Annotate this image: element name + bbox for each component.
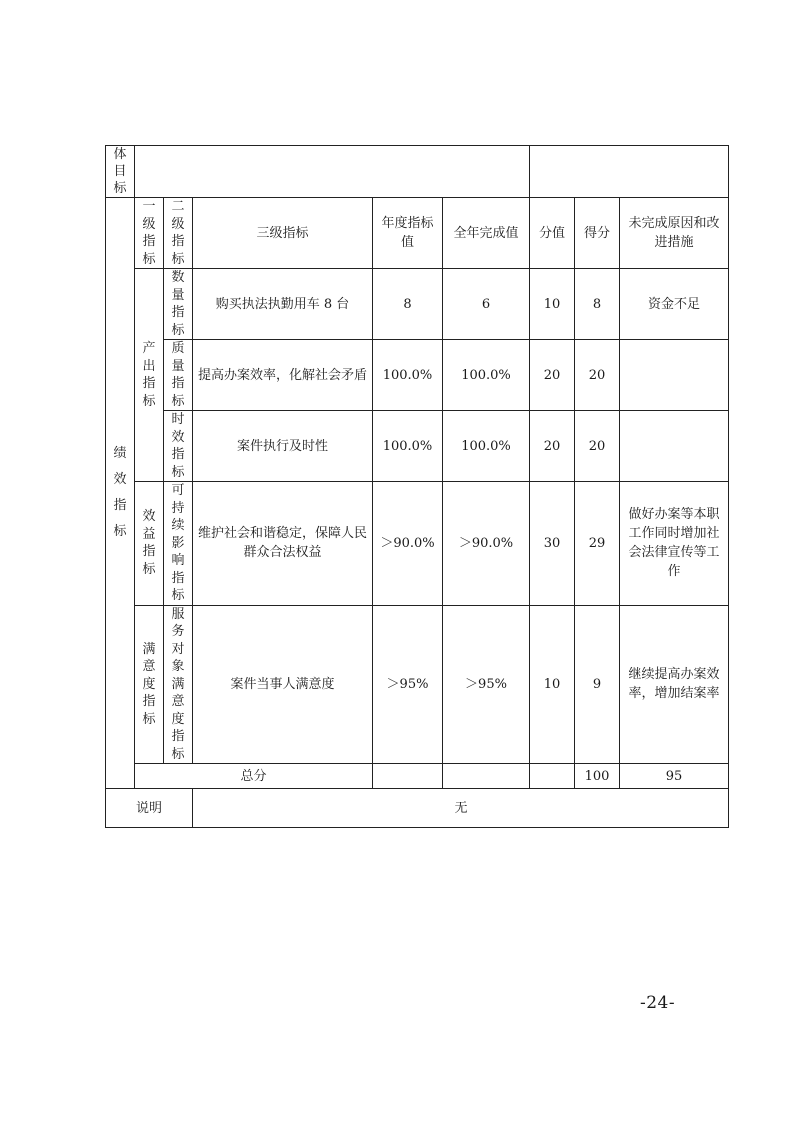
score-cell: 20 xyxy=(575,340,620,411)
actual-cell: 100.0% xyxy=(443,411,530,482)
total-value: 100 xyxy=(575,764,620,789)
indicator-cell: 提高办案效率，化解社会矛盾 xyxy=(193,340,373,411)
note-row xyxy=(106,789,729,828)
indicator-cell: 购买执法执勤用车 8 台 xyxy=(193,269,373,340)
header-level2: 二级指标 xyxy=(164,198,193,269)
group-output-label: 产出指标 xyxy=(135,269,164,482)
indicator-cell: 案件执行及时性 xyxy=(193,411,373,482)
header-level3: 三级指标 xyxy=(193,198,373,269)
overall-target-row xyxy=(106,146,729,198)
value-cell: 20 xyxy=(530,411,575,482)
header-annual-target: 年度指标值 xyxy=(373,198,443,269)
reason-cell xyxy=(620,340,729,411)
overall-target-left-cell xyxy=(135,146,530,198)
score-cell: 9 xyxy=(575,605,620,764)
note-label: 说明 xyxy=(106,789,193,828)
group-satisfaction-label: 满意度指标 xyxy=(135,605,164,764)
total-empty-actual xyxy=(530,764,575,789)
overall-target-right-cell xyxy=(530,146,729,198)
actual-cell: ＞95% xyxy=(443,605,530,764)
table-row xyxy=(106,269,729,340)
perf-indicator-label: 绩效指标 xyxy=(106,198,135,789)
actual-cell: 100.0% xyxy=(443,340,530,411)
level2-cell: 数量指标 xyxy=(164,269,193,340)
table-row xyxy=(106,605,729,764)
group-benefit-label: 效益指标 xyxy=(135,482,164,606)
reason-cell xyxy=(620,411,729,482)
level2-cell: 时效指标 xyxy=(164,411,193,482)
total-empty-target xyxy=(443,764,530,789)
target-cell: ＞90.0% xyxy=(373,482,443,606)
total-label: 总分 xyxy=(135,764,373,789)
indicator-cell: 案件当事人满意度 xyxy=(193,605,373,764)
value-cell: 10 xyxy=(530,605,575,764)
level2-cell: 质量指标 xyxy=(164,340,193,411)
score-cell: 20 xyxy=(575,411,620,482)
actual-cell: 6 xyxy=(443,269,530,340)
page-number: -24- xyxy=(640,993,676,1013)
table-row xyxy=(106,411,729,482)
value-cell: 20 xyxy=(530,340,575,411)
total-row xyxy=(106,764,729,789)
table-row xyxy=(106,340,729,411)
indicator-cell: 维护社会和谐稳定，保障人民群众合法权益 xyxy=(193,482,373,606)
level2-cell: 服务对象满意度指标 xyxy=(164,605,193,764)
target-cell: 8 xyxy=(373,269,443,340)
actual-cell: ＞90.0% xyxy=(443,482,530,606)
value-cell: 30 xyxy=(530,482,575,606)
header-level1: 一级指标 xyxy=(135,198,164,269)
header-score-value: 分值 xyxy=(530,198,575,269)
header-score-got: 得分 xyxy=(575,198,620,269)
score-cell: 8 xyxy=(575,269,620,340)
value-cell: 10 xyxy=(530,269,575,340)
note-text: 无 xyxy=(193,789,729,828)
total-empty-indicator xyxy=(373,764,443,789)
total-score: 95 xyxy=(620,764,729,789)
reason-cell: 资金不足 xyxy=(620,269,729,340)
header-reason: 未完成原因和改进措施 xyxy=(620,198,729,269)
reason-cell: 继续提高办案效率，增加结案率 xyxy=(620,605,729,764)
performance-table xyxy=(105,145,729,828)
target-cell: 100.0% xyxy=(373,411,443,482)
table-row xyxy=(106,482,729,606)
target-cell: 100.0% xyxy=(373,340,443,411)
reason-cell: 做好办案等本职工作同时增加社会法律宣传等工作 xyxy=(620,482,729,606)
target-cell: ＞95% xyxy=(373,605,443,764)
level2-cell: 可持续影响指标 xyxy=(164,482,193,606)
score-cell: 29 xyxy=(575,482,620,606)
header-actual: 全年完成值 xyxy=(443,198,530,269)
overall-target-label: 体目标 xyxy=(106,146,135,198)
column-header-row xyxy=(106,198,729,269)
